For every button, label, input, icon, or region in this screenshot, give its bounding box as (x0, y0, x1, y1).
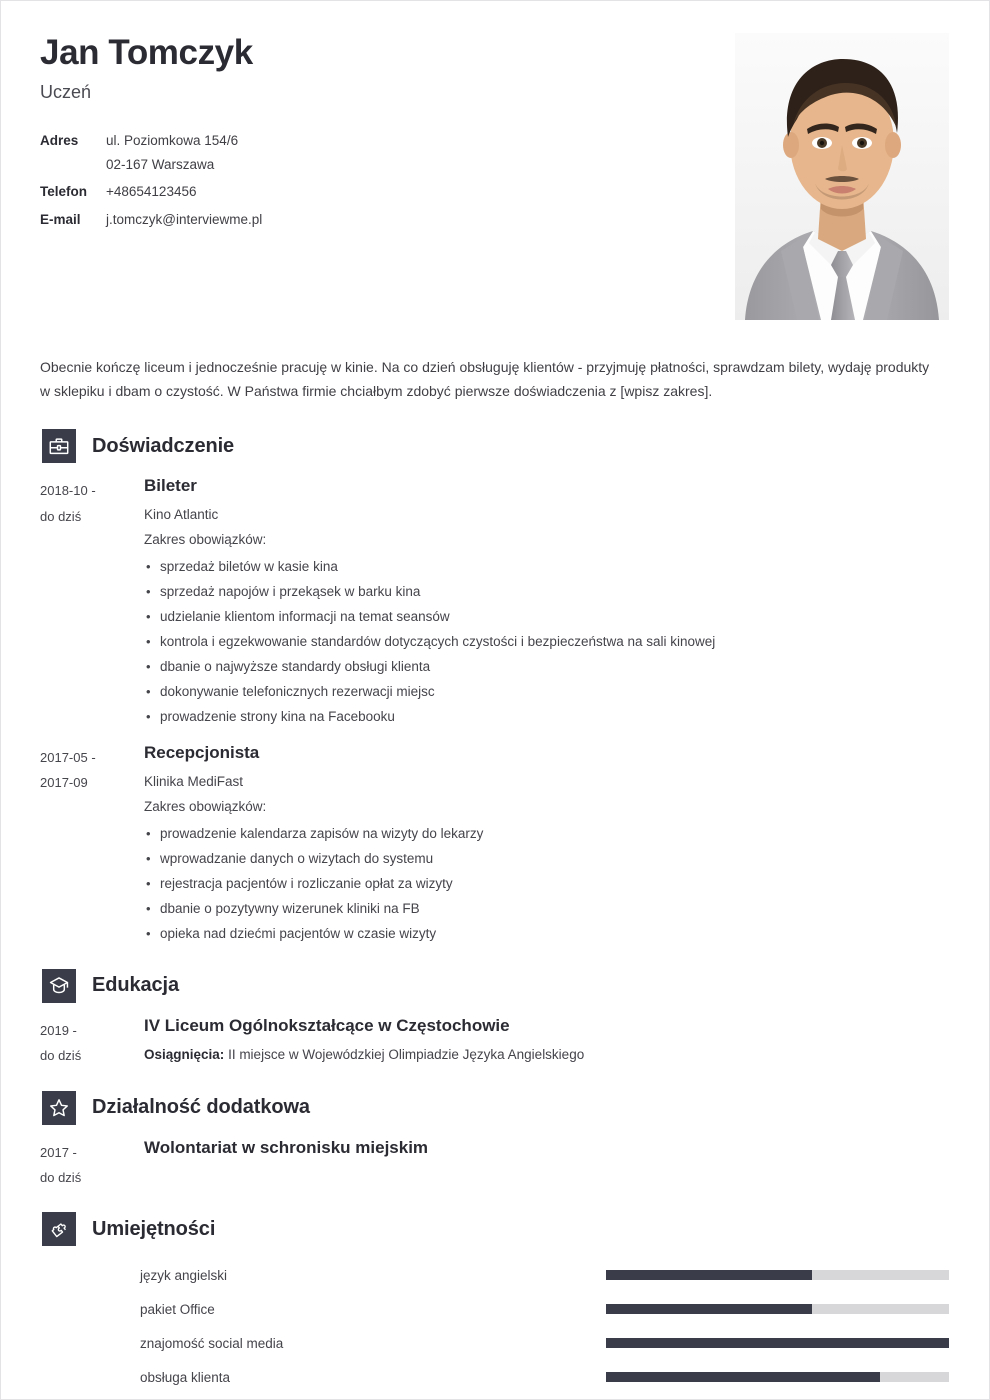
section-title-extra: Działalność dodatkowa (92, 1096, 310, 1119)
skill-row (40, 1258, 949, 1292)
entry-title: Wolontariat w schronisku miejskim (144, 1137, 429, 1157)
entry-duties-label: Zakres obowiązków: (144, 799, 267, 815)
entry-body (144, 742, 949, 947)
list-item: • dbanie o najwyższe standardy obsługi klienta (144, 655, 949, 680)
entry-date-line-1: 2017-05 - (40, 749, 96, 765)
list-item: • udzielanie klientom informacji na temat seansów (144, 605, 949, 630)
entry-duties-list (144, 822, 949, 947)
summary-paragraph: Obecnie kończę liceum i jednocześnie pracuję w kinie. Na co dzień obsługuję klientów - przyjmuję płatności, sprawdzam bilety, wydaję produkty w sklepiku i dbam o czystość. W Państwa firmie chciałbym zdobyć pierwsze doświadczenia z [wpisz zakres]. (40, 359, 930, 400)
list-item: • kontrola i egzekwowanie standardów dotyczących czystości i bezpieczeństwa na sali kinowej (144, 630, 949, 655)
entry-date (40, 475, 144, 730)
list-item: • sprzedaż napojów i przekąsek w barku kina (144, 580, 949, 605)
entry-date (40, 742, 144, 947)
entry-title: Recepcjonista (144, 742, 260, 762)
entry-duties-label: Zakres obowiązków: (144, 532, 267, 548)
resume-header (1, 1, 989, 331)
skill-level-fill (606, 1338, 949, 1348)
achievements-value: II miejsce w Wojewódzkiej Olimpiadzie Języka Angielskiego (228, 1046, 585, 1062)
entry-date (40, 1015, 144, 1069)
star-icon (42, 1091, 76, 1125)
skill-label: język angielski (140, 1267, 228, 1283)
graduation-cap-icon (42, 969, 76, 1003)
list-item: • opieka nad dziećmi pacjentów w czasie wizyty (144, 922, 949, 947)
skill-level-bar (606, 1270, 949, 1280)
skills-list (1, 1258, 989, 1394)
skill-level-fill (606, 1372, 880, 1382)
education-entry (1, 1015, 989, 1069)
skill-level-bar (606, 1338, 949, 1348)
list-item: • prowadzenie kalendarza zapisów na wizyty do lekarzy (144, 822, 949, 847)
entry-date-line-2: do dziś (40, 1169, 82, 1185)
entry-date (40, 1137, 144, 1191)
experience-entry (1, 475, 989, 730)
email-value: j.tomczyk@interviewme.pl (106, 211, 263, 227)
skill-level-bar (606, 1372, 949, 1382)
section-title-education: Edukacja (92, 974, 180, 997)
phone-label: Telefon (40, 184, 87, 200)
entry-organization: Klinika MediFast (144, 774, 244, 790)
job-title: Uczeń (40, 81, 92, 102)
skill-row (40, 1360, 949, 1394)
skill-level-bar (606, 1304, 949, 1314)
entry-duties-list (144, 555, 949, 730)
skill-label: znajomość social media (140, 1335, 284, 1351)
entry-title: Bileter (144, 476, 197, 496)
section-title-skills: Umiejętności (92, 1217, 216, 1240)
list-item: • dokonywanie telefonicznych rezerwacji miejsc (144, 680, 949, 705)
section-title-experience: Doświadczenie (92, 434, 235, 457)
entry-body (144, 1137, 949, 1191)
skill-level-fill (606, 1304, 812, 1314)
entry-organization: Kino Atlantic (144, 507, 219, 523)
avatar (735, 33, 949, 320)
skill-label: obsługa klienta (140, 1369, 231, 1385)
extra-entry (1, 1137, 989, 1191)
entry-body (144, 475, 949, 730)
skill-row (40, 1326, 949, 1360)
entry-date-line-2: do dziś (40, 508, 82, 524)
entry-date-line-2: do dziś (40, 1048, 82, 1064)
skill-label: pakiet Office (140, 1301, 215, 1317)
list-item: • wprowadzanie danych o wizytach do systemu (144, 847, 949, 872)
section-header-skills (1, 1212, 989, 1246)
list-item: • dbanie o pozytywny wizerunek kliniki na FB (144, 897, 949, 922)
portrait-photo-icon (735, 33, 949, 320)
entry-date-line-1: 2018-10 - (40, 483, 96, 499)
puzzle-piece-icon (42, 1212, 76, 1246)
entry-date-line-2: 2017-09 (40, 775, 88, 791)
address-line-2: 02-167 Warszawa (106, 156, 215, 172)
entry-date-line-1: 2019 - (40, 1022, 77, 1038)
address-value (98, 134, 238, 171)
entry-body (144, 1015, 949, 1069)
list-item: • rejestracja pacjentów i rozliczanie opłat za wizyty (144, 872, 949, 897)
skill-row (40, 1292, 949, 1326)
phone-value: +48654123456 (106, 184, 197, 200)
experience-entry (1, 742, 989, 947)
briefcase-icon (42, 429, 76, 463)
page-title: Jan Tomczyk (40, 33, 253, 72)
entry-title: IV Liceum Ogólnokształcące w Częstochowie (144, 1015, 510, 1035)
email-label: E-mail (40, 211, 81, 227)
address-line-1: ul. Poziomkowa 154/6 (106, 133, 239, 149)
section-header-experience (1, 429, 989, 463)
list-item: • sprzedaż biletów w kasie kina (144, 555, 949, 580)
entry-achievements (144, 1043, 949, 1068)
address-label: Adres (40, 133, 79, 149)
section-header-extra (1, 1091, 989, 1125)
achievements-label: Osiągnięcia: (144, 1046, 225, 1062)
entry-date-line-1: 2017 - (40, 1144, 77, 1160)
skill-level-fill (606, 1270, 812, 1280)
section-header-education (1, 969, 989, 1003)
list-item: • prowadzenie strony kina na Facebooku (144, 705, 949, 730)
